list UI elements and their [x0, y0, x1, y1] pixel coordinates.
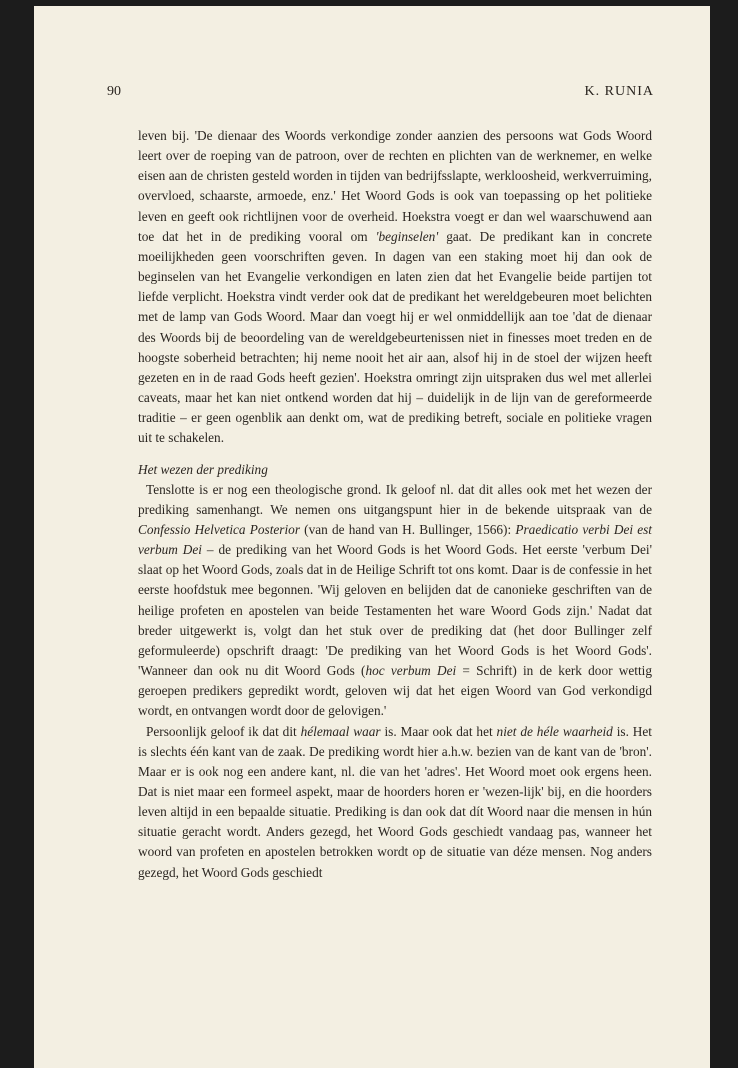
paragraph-2 — [138, 480, 652, 722]
body-text — [138, 126, 652, 883]
italic-run: niet de héle waarheid — [496, 723, 613, 739]
text-run: (van de hand van H. Bullinger, 1566): — [300, 521, 516, 537]
italic-run: Praedicatio verbi Dei est verbum Dei — [138, 521, 652, 558]
text-run: Persoonlijk geloof ik dat dit — [146, 723, 301, 739]
paragraph-3 — [138, 722, 652, 883]
text-run: is. Maar ook dat het — [380, 723, 497, 739]
text-run: gaat. De predikant kan in concrete moeilijkheden geen voorschriften geven. In dagen van een staking moet hij dan ook de beginselen van het Evangelie verkondigen en laten zien dat het Evangelie beide partijen tot liefde verplicht. Hoekstra vindt verder ook dat de predikant het wereldgebeuren moet belichten met de lamp van Gods Woord. Maar dan voegt hij er wel onmiddellijk aan toe 'dat de dienaar des Woords bij de beoordeling van de wereldgebeurtenissen niet in finesses moet treden en de hoogste soberheid betrachten; hij neme nooit het air aan, alsof hij in de stoel der wijzen heeft gezeten en in de raad Gods heeft gezien'. Hoekstra omringt zijn uitspraken dus wel met allerlei caveats, maar het kan niet ontkend worden dat hij – duidelijk in de lijn van de gereformeerde traditie – er geen ogenblik aan denkt om, wat de prediking betreft, sociale en politieke vragen uit te schakelen. — [138, 228, 652, 446]
italic-run: hélemaal waar — [300, 723, 381, 739]
text-run: Tenslotte is er nog een theologische grond. Ik geloof nl. dat dit alles ook met het wezen der prediking samenhangt. We nemen ons uitgangspunt hier in de bekende uitspraak van de — [138, 481, 652, 517]
text-run: = Schrift) in de kerk door wettig geroepen predikers gepredikt wordt, geloven wij dat het eigen Woord van God verkondigd wordt, en ontvangen wordt door de gelovigen.' — [138, 663, 652, 719]
scan-border-left — [0, 0, 34, 1068]
text-run: – de prediking van het Woord Gods is het Woord Gods. Het eerste 'verbum Dei' slaat op het Woord Gods, zoals dat in de Heilige Schrift tot ons komt. Daar is de confessie in het eerste hoofdstuk mee begonnen. 'Wij geloven en belijden dat de canonieke geschriften van de heilige profeten en apostelen van beide Testamenten het ware Woord Gods zijn.' Nadat dat breder uitgewerkt is, volgt dan het stuk over de prediking dat (het door Bullinger zelf geformuleerde) opschrift draagt: 'De prediking van het Woord Gods is het Woord Gods'. 'Wanneer dan ook nu dit Woord Gods ( — [138, 542, 652, 679]
scan-border-right — [710, 0, 738, 1068]
page-number: 90 — [107, 84, 121, 99]
paragraph-1 — [138, 126, 652, 449]
italic-run: 'beginselen' — [375, 228, 439, 244]
italic-run: hoc verbum Dei — [365, 663, 457, 679]
text-run: leven bij. 'De dienaar des Woords verkondige zonder aanzien des persoons wat Gods Woord leert over de roeping van de patroon, over de rechten en plichten van de werknemer, en welke eisen aan de christen gesteld worden in tijden van bedrijfsslapte, werkloosheid, werkverruiming, overvloed, schaarste, armoede, enz.' Het Woord Gods is ook van toepassing op het politieke leven en geeft ook richtlijnen voor de overheid. Hoekstra voegt er dan wel waarschuwend aan toe dat het in de prediking vooral om — [138, 128, 652, 244]
section-heading: Het wezen der prediking — [138, 461, 268, 477]
running-head-author: K. RUNIA — [584, 84, 654, 99]
text-run: is. Het is slechts één kant van de zaak. De prediking wordt hier a.h.w. bezien van de kant van de 'bron'. Maar er is ook nog een andere kant, nl. die van het 'adres'. Het Woord moet ook ergens heen. Dat is niet maar een formeel aspekt, maar de hoorders horen er 'wezen-lijk' bij, en die hoorders leven altijd in een bepaalde situatie. Prediking is dan ook dat dít Woord naar die mensen in hún situatie geracht wordt. Anders gezegd, het Woord Gods geschiedt vandaag pas, wanneer het woord van profeten en apostelen betrokken wordt op de situatie van déze mensen. Nog anders gezegd, het Woord Gods geschiedt — [138, 723, 652, 880]
italic-run: Confessio Helvetica Posterior — [138, 521, 300, 537]
